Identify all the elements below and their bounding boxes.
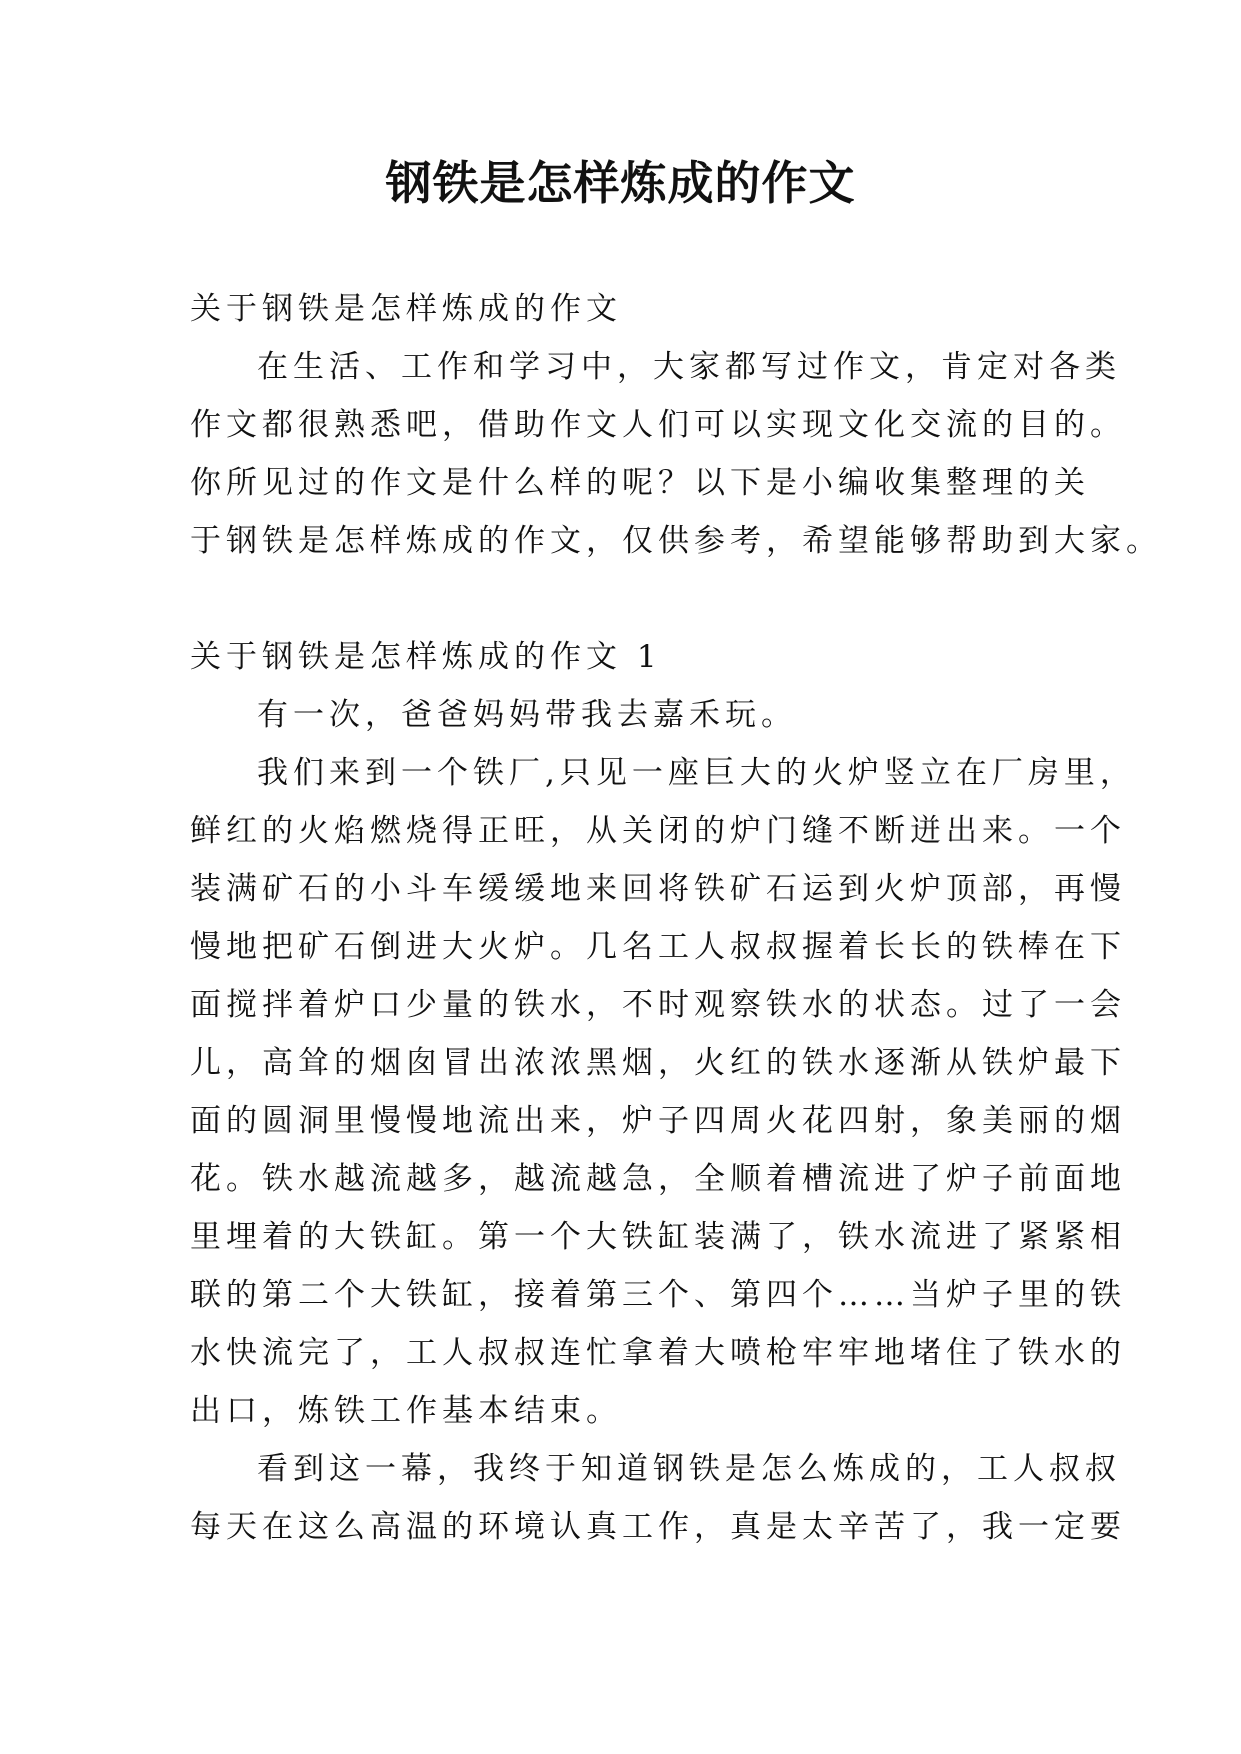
document-body: [190, 280, 1162, 1556]
text-line: 出口，炼铁工作基本结束。: [190, 1393, 622, 1429]
text-line: 看到这一幕，我终于知道钢铁是怎么炼成的，工人叔叔: [257, 1451, 1121, 1487]
text-line: 有一次，爸爸妈妈带我去嘉禾玩。: [257, 697, 797, 733]
text-line: 鲜红的火焰燃烧得正旺，从关闭的炉门缝不断迸出来。一个: [190, 813, 1126, 849]
text-line: 你所见过的作文是什么样的呢？以下是小编收集整理的关: [190, 465, 1090, 501]
text-line: 水快流完了，工人叔叔连忙拿着大喷枪牢牢地堵住了铁水的: [190, 1335, 1126, 1371]
text-line: 儿，高耸的烟囱冒出浓浓黑烟，火红的铁水逐渐从铁炉最下: [190, 1045, 1126, 1081]
paragraph-gap: [190, 570, 1060, 628]
document-title: 钢铁是怎样炼成的作文: [385, 156, 856, 210]
text-line: 联的第二个大铁缸，接着第三个、第四个……当炉子里的铁: [190, 1277, 1126, 1313]
text-line: 装满矿石的小斗车缓缓地来回将铁矿石运到火炉顶部，再慢: [190, 871, 1126, 907]
text-line: 在生活、工作和学习中，大家都写过作文，肯定对各类: [257, 349, 1121, 385]
text-line: 慢地把矿石倒进大火炉。几名工人叔叔握着长长的铁棒在下: [190, 929, 1126, 965]
text-line: 我们来到一个铁厂,只见一座巨大的火炉竖立在厂房里，: [257, 755, 1136, 791]
text-line: 关于钢铁是怎样炼成的作文 1: [190, 639, 662, 675]
text-line: 于钢铁是怎样炼成的作文，仅供参考，希望能够帮助到大家。: [190, 523, 1162, 559]
text-line: 每天在这么高温的环境认真工作，真是太辛苦了，我一定要: [190, 1509, 1126, 1545]
text-line: 面的圆洞里慢慢地流出来，炉子四周火花四射，象美丽的烟: [190, 1103, 1126, 1139]
text-line: 花。铁水越流越多，越流越急，全顺着槽流进了炉子前面地: [190, 1161, 1126, 1197]
text-line: 里埋着的大铁缸。第一个大铁缸装满了，铁水流进了紧紧相: [190, 1219, 1126, 1255]
text-line: 关于钢铁是怎样炼成的作文: [190, 291, 622, 327]
text-line: 面搅拌着炉口少量的铁水，不时观察铁水的状态。过了一会: [190, 987, 1126, 1023]
text-line: 作文都很熟悉吧，借助作文人们可以实现文化交流的目的。: [190, 407, 1126, 443]
